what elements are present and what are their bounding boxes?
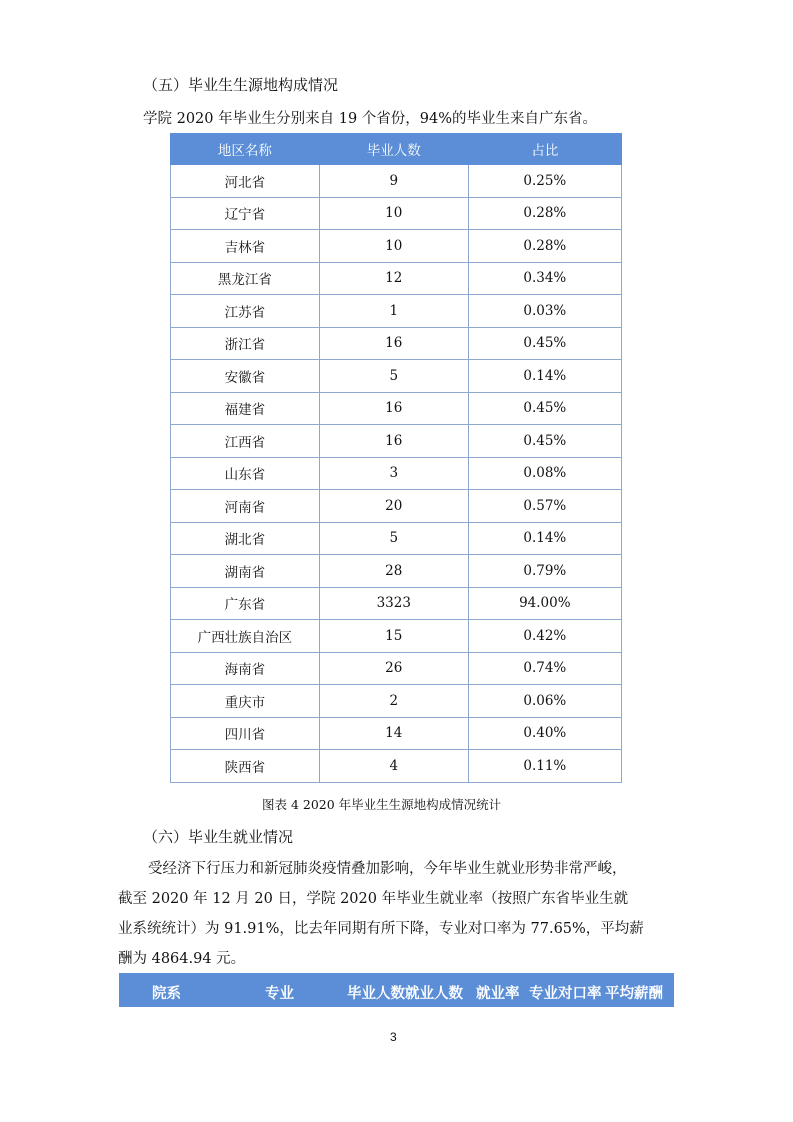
table-row bbox=[171, 327, 622, 360]
graduates-cell: 26 bbox=[319, 652, 468, 685]
table-row bbox=[171, 490, 622, 523]
region-cell: 江苏省 bbox=[171, 295, 320, 328]
share-cell: 0.45% bbox=[468, 425, 621, 458]
region-cell: 江西省 bbox=[171, 425, 320, 458]
table-row bbox=[171, 652, 622, 685]
region-cell: 吉林省 bbox=[171, 230, 320, 263]
share-cell: 0.74% bbox=[468, 652, 621, 685]
table-row bbox=[171, 425, 622, 458]
graduates-cell: 9 bbox=[319, 165, 468, 198]
share-cell: 0.45% bbox=[468, 327, 621, 360]
graduates-cell: 15 bbox=[319, 620, 468, 653]
share-cell: 0.34% bbox=[468, 262, 621, 295]
col-header-share: 占比 bbox=[468, 134, 621, 165]
graduates-cell: 10 bbox=[319, 230, 468, 263]
share-cell: 0.11% bbox=[468, 750, 621, 783]
graduates-cell: 2 bbox=[319, 685, 468, 718]
graduates-cell: 1 bbox=[319, 295, 468, 328]
share-cell: 0.14% bbox=[468, 360, 621, 393]
section6-para-line-3: 业系统统计）为 91.91%，比去年同期有所下降，专业对口率为 77.65%，平均薪 bbox=[118, 921, 644, 937]
region-cell: 黑龙江省 bbox=[171, 262, 320, 295]
table-caption: 图表 4 2020 年毕业生生源地构成情况统计 bbox=[262, 797, 502, 812]
region-cell: 广东省 bbox=[171, 587, 320, 620]
graduates-cell: 5 bbox=[319, 360, 468, 393]
region-cell: 广西壮族自治区 bbox=[171, 620, 320, 653]
graduates-cell: 16 bbox=[319, 327, 468, 360]
region-cell: 重庆市 bbox=[171, 685, 320, 718]
share-cell: 0.28% bbox=[468, 230, 621, 263]
col-header-match-rate: 专业对口率 bbox=[529, 986, 602, 1002]
graduates-cell: 28 bbox=[319, 555, 468, 588]
region-cell: 河南省 bbox=[171, 490, 320, 523]
table-row bbox=[171, 457, 622, 490]
table-row bbox=[171, 522, 622, 555]
share-cell: 0.25% bbox=[468, 165, 621, 198]
origin-table-header bbox=[171, 134, 622, 165]
table-row bbox=[171, 262, 622, 295]
share-cell: 94.00% bbox=[468, 587, 621, 620]
graduates-cell: 16 bbox=[319, 392, 468, 425]
region-cell: 四川省 bbox=[171, 717, 320, 750]
graduates-cell: 20 bbox=[319, 490, 468, 523]
share-cell: 0.06% bbox=[468, 685, 621, 718]
table-row bbox=[171, 360, 622, 393]
col-header-employed: 就业人数 bbox=[405, 986, 463, 1002]
section5-intro: 学院 2020 年毕业生分别来自 19 个省份，94%的毕业生来自广东省。 bbox=[143, 111, 598, 127]
table-row bbox=[171, 750, 622, 783]
graduates-cell: 10 bbox=[319, 197, 468, 230]
share-cell: 0.28% bbox=[468, 197, 621, 230]
table-row bbox=[171, 230, 622, 263]
col-header-employment-rate: 就业率 bbox=[476, 986, 520, 1002]
table-row bbox=[171, 197, 622, 230]
share-cell: 0.40% bbox=[468, 717, 621, 750]
col-header-avg-salary: 平均薪酬 bbox=[605, 986, 663, 1002]
share-cell: 0.42% bbox=[468, 620, 621, 653]
share-cell: 0.14% bbox=[468, 522, 621, 555]
graduates-cell: 3323 bbox=[319, 587, 468, 620]
section6-heading: （六）毕业生就业情况 bbox=[143, 828, 294, 846]
share-cell: 0.45% bbox=[468, 392, 621, 425]
share-cell: 0.03% bbox=[468, 295, 621, 328]
graduates-cell: 16 bbox=[319, 425, 468, 458]
region-cell: 安徽省 bbox=[171, 360, 320, 393]
graduates-cell: 12 bbox=[319, 262, 468, 295]
page-number: 3 bbox=[390, 1030, 397, 1044]
table-row bbox=[171, 392, 622, 425]
region-cell: 浙江省 bbox=[171, 327, 320, 360]
graduates-cell: 14 bbox=[319, 717, 468, 750]
region-cell: 山东省 bbox=[171, 457, 320, 490]
table-row bbox=[171, 620, 622, 653]
section6-para-line-2: 截至 2020 年 12 月 20 日，学院 2020 年毕业生就业率（按照广东省毕业生就 bbox=[118, 891, 629, 907]
region-cell: 河北省 bbox=[171, 165, 320, 198]
graduates-cell: 3 bbox=[319, 457, 468, 490]
section5-heading: （五）毕业生生源地构成情况 bbox=[143, 76, 339, 94]
col-header-region: 地区名称 bbox=[171, 134, 320, 165]
table-row bbox=[171, 165, 622, 198]
section6-para-line-4: 酬为 4864.94 元。 bbox=[118, 951, 246, 967]
graduates-cell: 5 bbox=[319, 522, 468, 555]
table-row bbox=[171, 295, 622, 328]
col-header-graduates: 毕业人数 bbox=[319, 134, 468, 165]
region-cell: 辽宁省 bbox=[171, 197, 320, 230]
col-header-graduates: 毕业人数 bbox=[347, 986, 405, 1002]
employment-table-header bbox=[119, 973, 674, 1007]
table-row bbox=[171, 587, 622, 620]
region-cell: 湖北省 bbox=[171, 522, 320, 555]
region-cell: 湖南省 bbox=[171, 555, 320, 588]
table-row bbox=[171, 685, 622, 718]
share-cell: 0.08% bbox=[468, 457, 621, 490]
share-cell: 0.57% bbox=[468, 490, 621, 523]
graduates-cell: 4 bbox=[319, 750, 468, 783]
origin-table bbox=[170, 133, 622, 783]
region-cell: 海南省 bbox=[171, 652, 320, 685]
section6-para-line-1: 受经济下行压力和新冠肺炎疫情叠加影响，今年毕业生就业形势非常严峻， bbox=[148, 861, 627, 877]
region-cell: 福建省 bbox=[171, 392, 320, 425]
table-row bbox=[171, 555, 622, 588]
table-row bbox=[171, 717, 622, 750]
share-cell: 0.79% bbox=[468, 555, 621, 588]
col-header-major: 专业 bbox=[265, 986, 294, 1002]
region-cell: 陕西省 bbox=[171, 750, 320, 783]
col-header-department: 院系 bbox=[152, 986, 181, 1002]
